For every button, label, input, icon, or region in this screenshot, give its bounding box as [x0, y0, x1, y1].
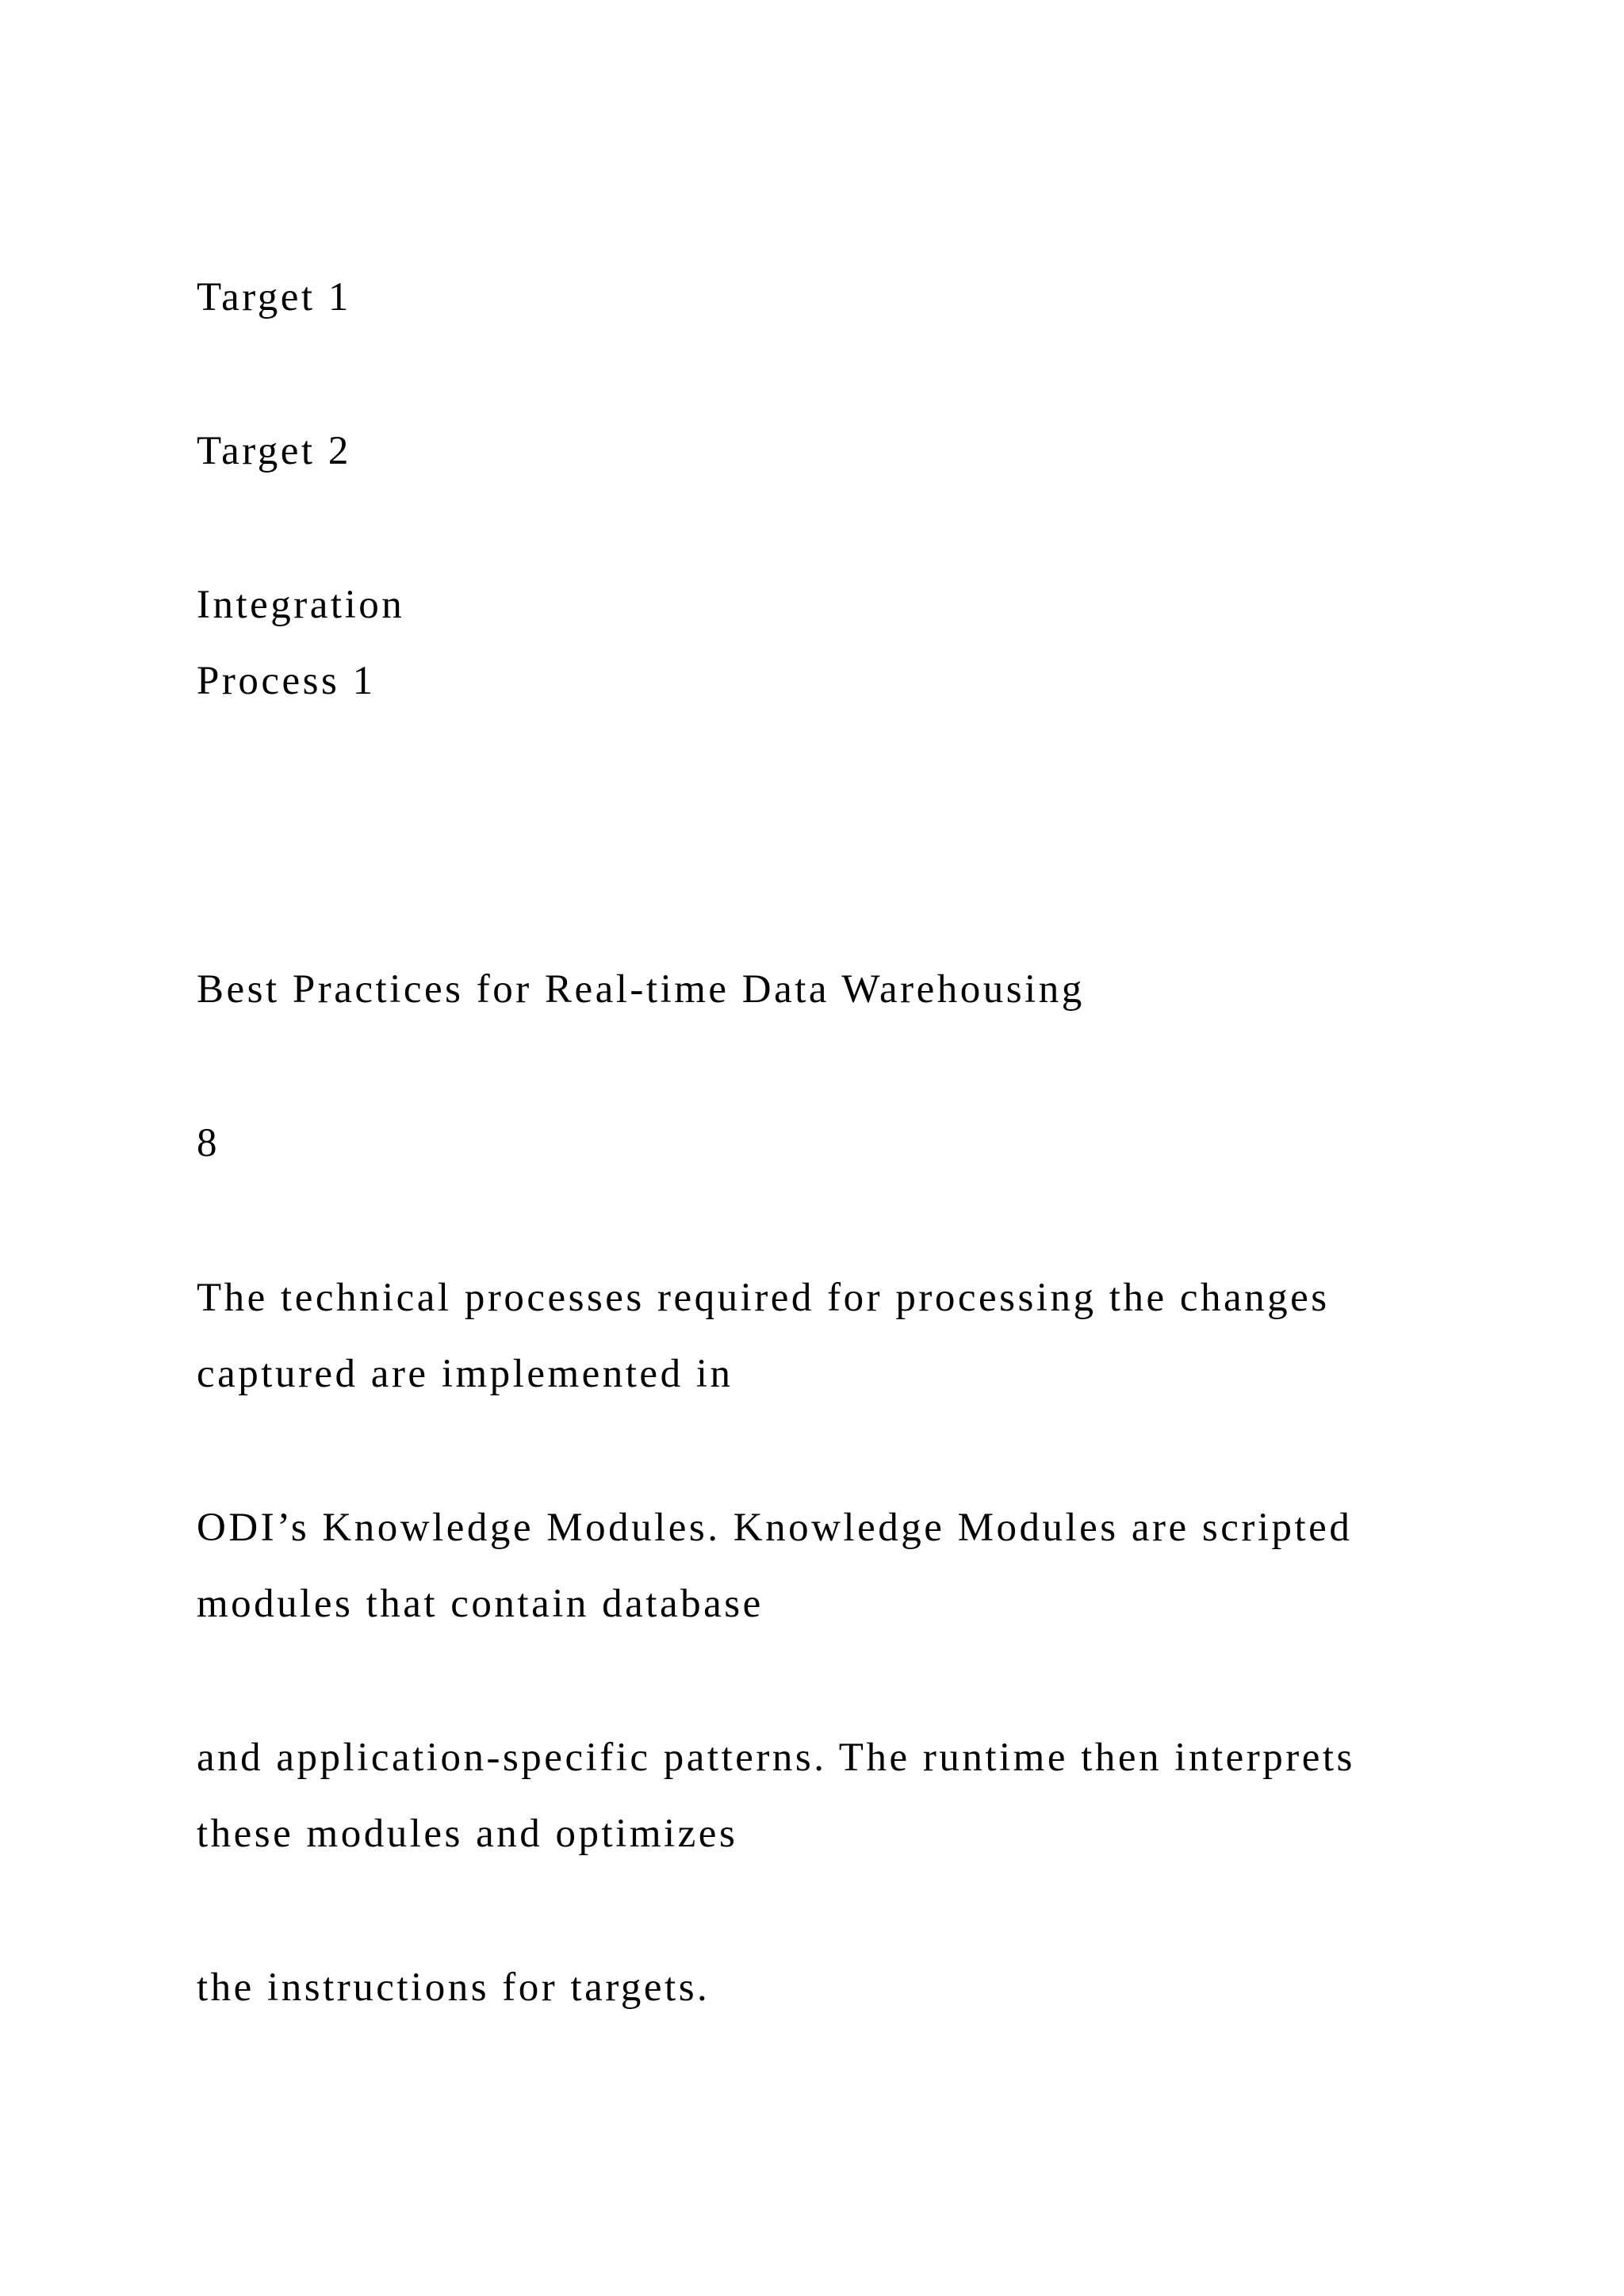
body-text-line: the instructions for targets. — [197, 1965, 710, 2010]
body-text-line: and application-specific patterns. The runtime then interprets — [197, 1735, 1355, 1780]
body-text-line: modules that contain database — [197, 1582, 764, 1626]
running-header: Best Practices for Real-time Data Warehousing — [197, 967, 1085, 1012]
diagram-label-process-1: Process 1 — [197, 659, 376, 703]
diagram-label-target-2: Target 2 — [197, 429, 351, 473]
diagram-label-target-1: Target 1 — [197, 275, 351, 320]
body-text-line: ODI’s Knowledge Modules. Knowledge Modules are scripted — [197, 1506, 1353, 1550]
body-text-line: these modules and optimizes — [197, 1812, 738, 1856]
page-number: 8 — [197, 1121, 220, 1165]
body-text-line: The technical processes required for processing the changes — [197, 1276, 1330, 1320]
diagram-label-integration: Integration — [197, 583, 405, 627]
body-text-line: captured are implemented in — [197, 1352, 733, 1396]
